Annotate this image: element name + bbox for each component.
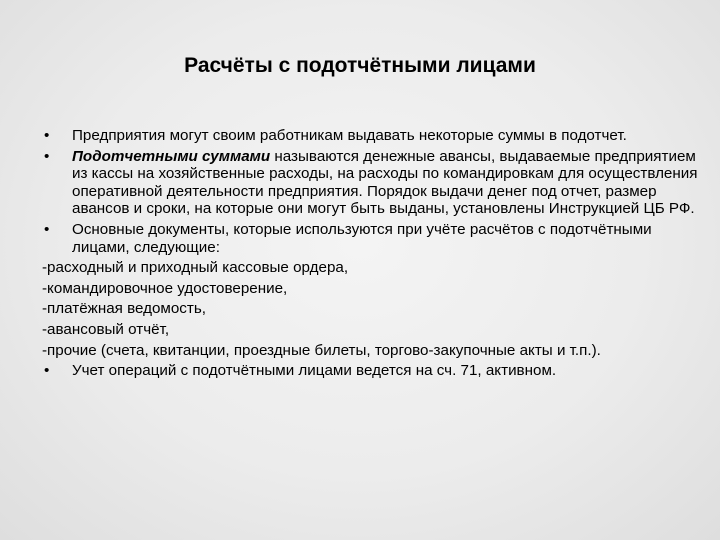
bullet-marker: • [44,220,50,238]
bullet-marker: • [44,362,50,380]
document-list-item: -платёжная ведомость, [42,300,206,318]
bullet-item [42,221,702,256]
bullet-marker: • [44,147,50,165]
slide-title: Расчёты с подотчётными лицами [184,54,536,77]
bullet-text: Предприятия могут своим работникам выдавать некоторые суммы в подотчет. [72,127,627,144]
bullet-item [42,148,702,218]
bullet-text: Основные документы, которые используются при учёте расчётов с подотчётными лицами, следующие: [72,220,652,256]
document-list-item: -командировочное удостоверение, [42,279,288,297]
slide-content [42,127,702,383]
bullet-text: Учет операций с подотчётными лицами ведется на сч. 71, активном. [72,362,557,380]
document-list-item: -расходный и приходный кассовые ордера, [42,259,349,277]
bullet-item [42,127,702,145]
term-emphasis: Подотчетными суммами [72,147,271,165]
bullet-item [42,362,702,380]
bullet-marker: • [44,127,50,144]
bullet-text: называются денежные авансы, выдаваемые предприятием из кассы на хозяйственные расходы, на расходы по командировкам для осуществления оперативной деятельности предприятия. Порядок выдачи денег под отчет, размер авансов и сроки, на которые они могут быть выданы, установлены Инструкцией ЦБ РФ. [72,147,698,218]
document-list-item: -авансовый отчёт, [42,320,170,338]
document-list-item: -прочие (счета, квитанции, проездные билеты, торгово-закупочные акты и т.п.). [42,341,601,359]
